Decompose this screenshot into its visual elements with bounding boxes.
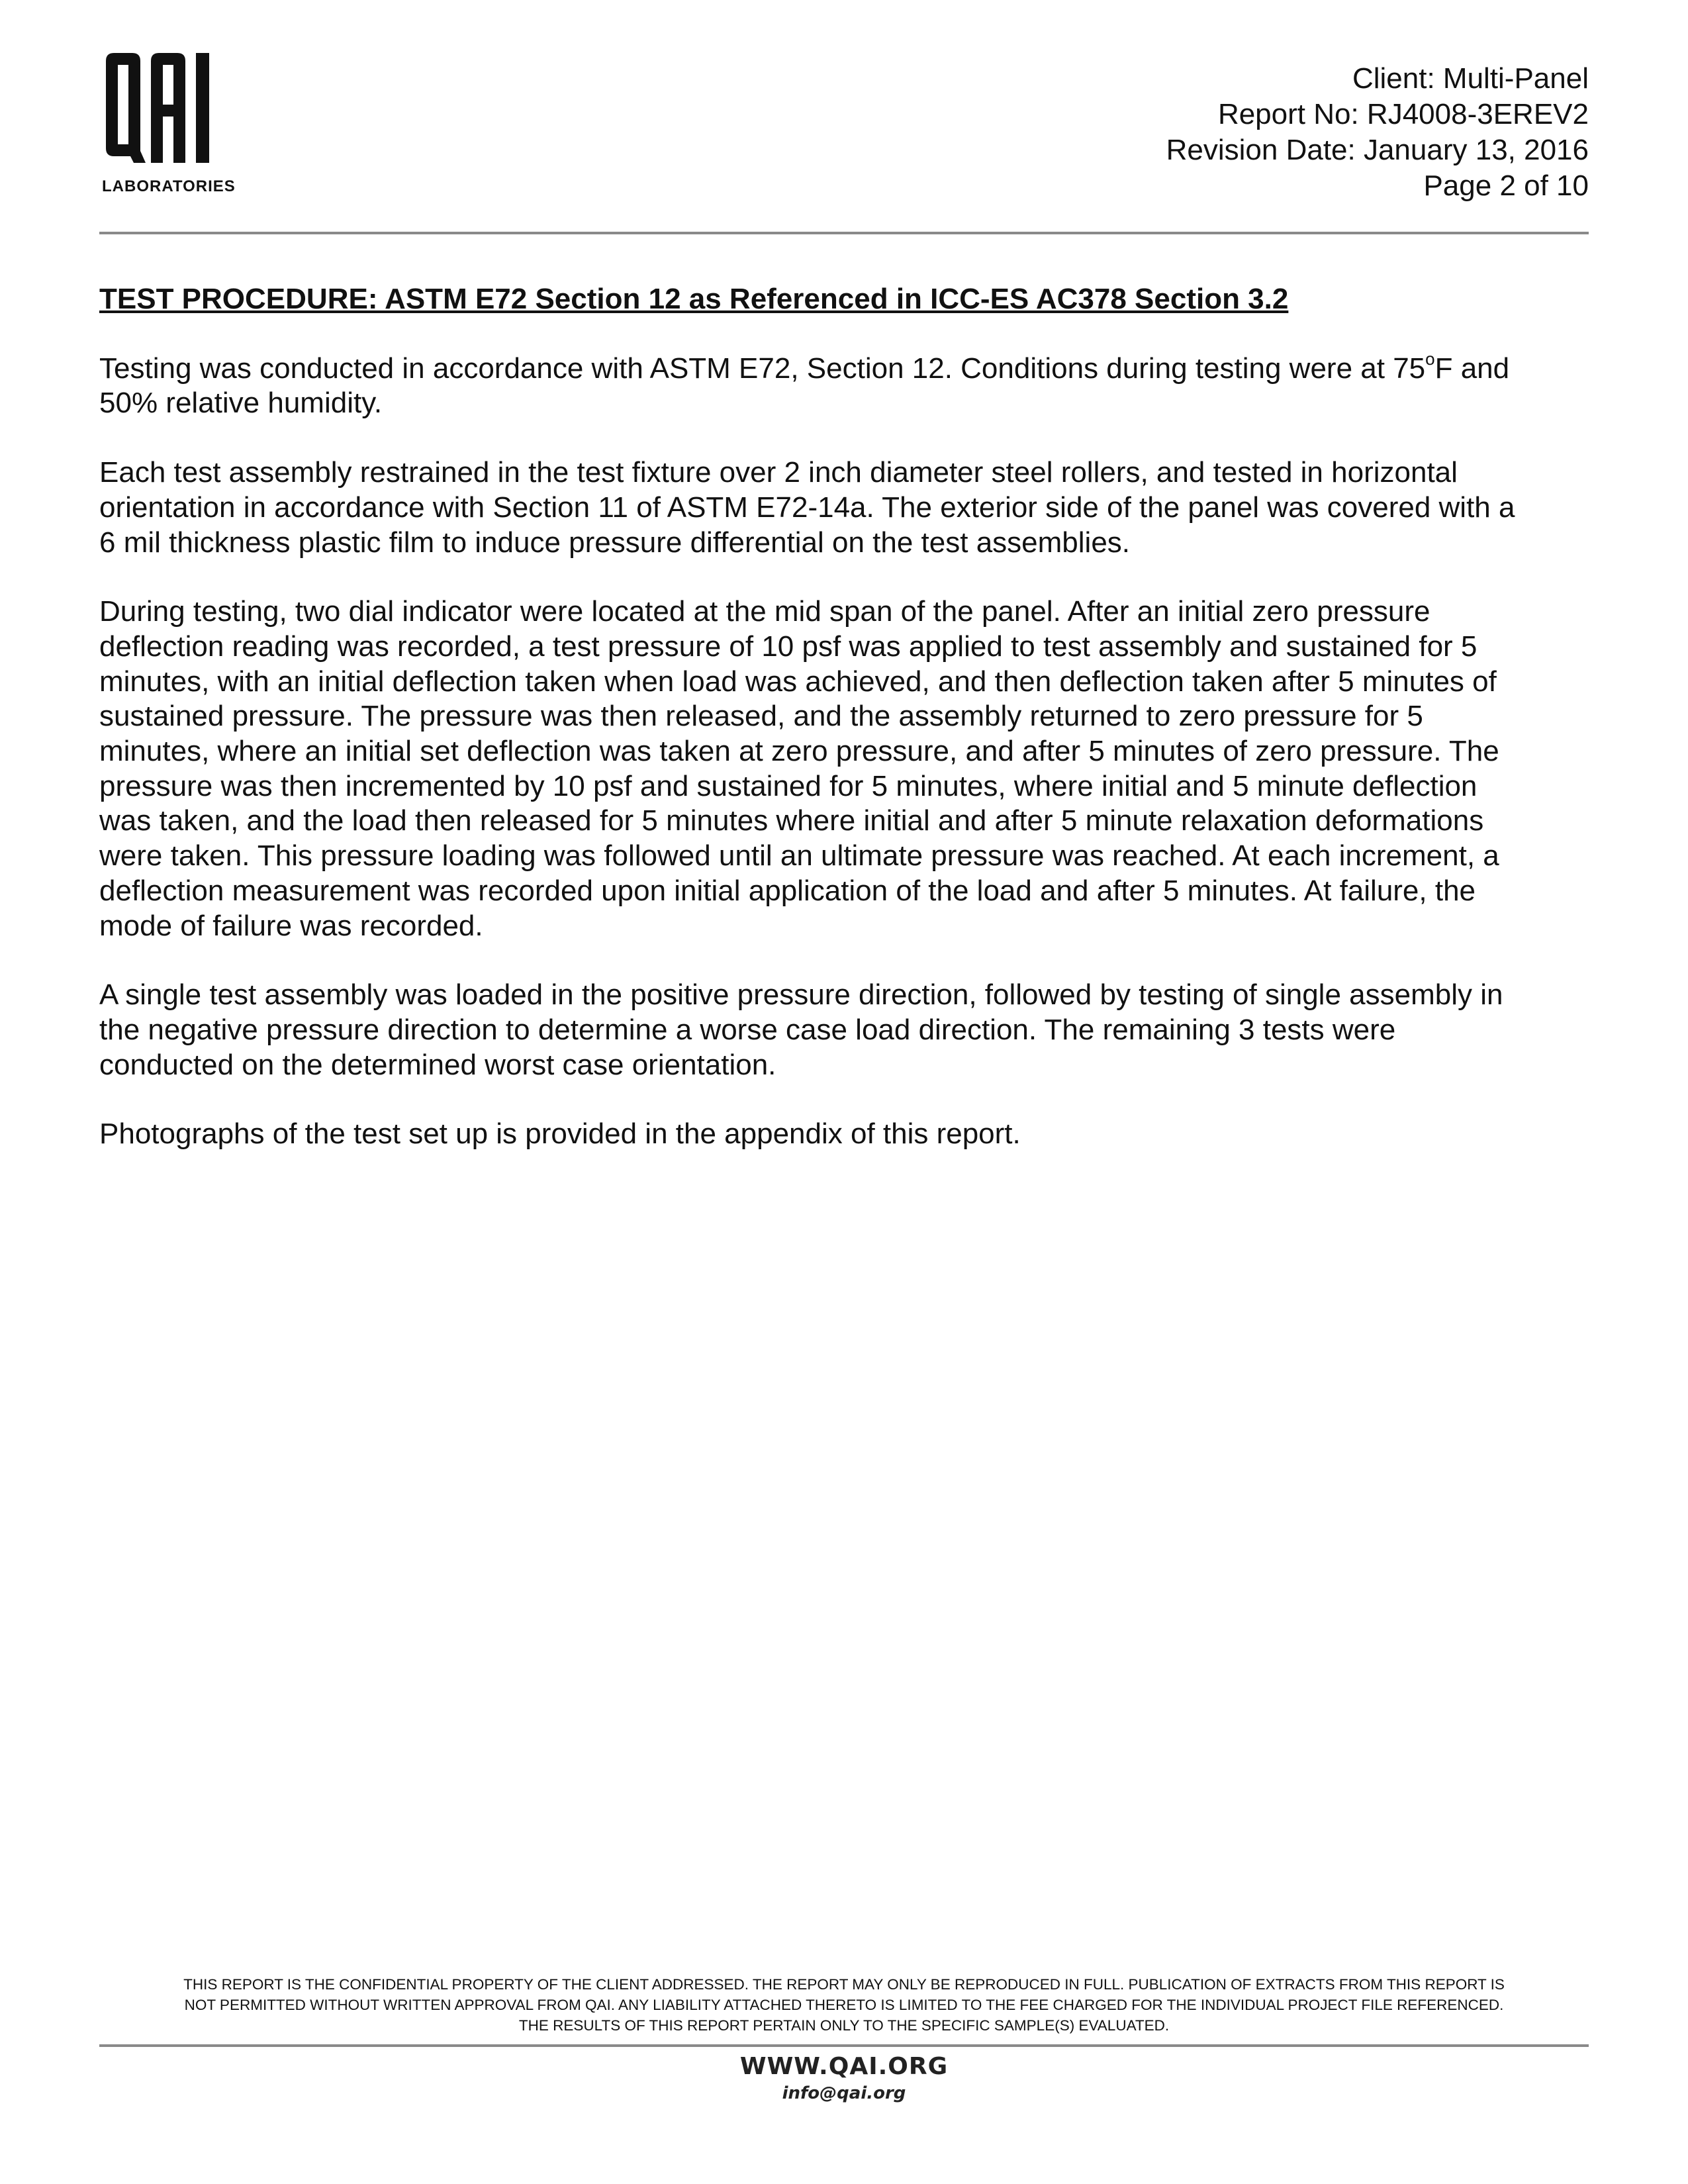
paragraph-line: conducted on the determined worst case orientation. — [99, 1048, 776, 1081]
qai-logo-mark — [99, 52, 232, 164]
client-name: Client: Multi-Panel — [1352, 62, 1589, 95]
paragraph-line: mode of failure was recorded. — [99, 909, 483, 942]
website-link[interactable]: WWW.QAI.ORG — [739, 2053, 949, 2080]
header-divider — [99, 232, 1589, 234]
logo-subtitle: LABORATORIES — [102, 177, 236, 195]
paragraph-line: deflection measurement was recorded upon initial application of the load and after 5 minutes. At failure, the — [99, 874, 1476, 907]
paragraph-line: A single test assembly was loaded in the positive pressure direction, followed by testing of single assembly in — [99, 978, 1503, 1012]
paragraph-line: minutes, with an initial deflection taken when load was achieved, and then deflection taken after 5 minutes of — [99, 665, 1497, 698]
revision-date: Revision Date: January 13, 2016 — [1166, 134, 1589, 166]
section-title: TEST PROCEDURE: ASTM E72 Section 12 as Referenced in ICC-ES AC378 Section 3.2 — [99, 283, 1289, 315]
disclaimer-line: NOT PERMITTED WITHOUT WRITTEN APPROVAL FROM QAI. ANY LIABILITY ATTACHED THERETO IS LIMITED TO THE FEE CHARGED FOR THE INDIVIDUAL PROJECT FILE REFERENCED. — [184, 1997, 1504, 2013]
paragraph-line: minutes, where an initial set deflection was taken at zero pressure, and after 5 minutes of zero pressure. The — [99, 735, 1499, 768]
paragraph-line: 6 mil thickness plastic film to induce pressure differential on the test assemblies. — [99, 526, 1131, 559]
disclaimer-line: THIS REPORT IS THE CONFIDENTIAL PROPERTY OF THE CLIENT ADDRESSED. THE REPORT MAY ONLY BE REPRODUCED IN FULL. PUBLICATION OF EXTRACTS FROM THIS REPORT IS — [183, 1976, 1505, 1993]
footer — [99, 2052, 1589, 2105]
paragraph-load-direction — [99, 978, 1589, 1082]
text-run: F and — [1434, 352, 1510, 385]
paragraph-line: During testing, two dial indicator were located at the mid span of the panel. After an initial zero pressure — [99, 595, 1430, 628]
paragraph-procedure — [99, 594, 1589, 943]
paragraph-line: was taken, and the load then released for 5 minutes where initial and after 5 minute relaxation deformations — [99, 804, 1484, 837]
paragraph-line: pressure was then incremented by 10 psf and sustained for 5 minutes, where initial and 5 minute deflection — [99, 769, 1477, 802]
qai-logo — [99, 52, 236, 197]
paragraph-line: the negative pressure direction to determine a worse case load direction. The remaining 3 tests were — [99, 1013, 1396, 1046]
report-header — [1166, 61, 1589, 204]
paragraph-line: orientation in accordance with Section 11 of ASTM E72-14a. The exterior side of the panel was covered with a — [99, 491, 1515, 524]
paragraph-line: deflection reading was recorded, a test pressure of 10 psf was applied to test assembly and sustained for 5 — [99, 630, 1477, 663]
report-body — [99, 282, 1589, 1186]
paragraph-line — [99, 349, 1589, 387]
footer-divider — [99, 2044, 1589, 2047]
paragraph-setup — [99, 455, 1589, 560]
paragraph-line: sustained pressure. The pressure was then released, and the assembly returned to zero pressure for 5 — [99, 700, 1423, 733]
email-link[interactable]: info@qai.org — [782, 2083, 906, 2103]
paragraph-line: Photographs of the test set up is provided in the appendix of this report. — [99, 1117, 1021, 1151]
paragraph-line: Each test assembly restrained in the test fixture over 2 inch diameter steel rollers, and tested in horizontal — [99, 456, 1458, 489]
report-number: Report No: RJ4008-3EREV2 — [1217, 98, 1589, 130]
paragraph-photographs — [99, 1117, 1589, 1152]
paragraph-conditions — [99, 349, 1589, 421]
paragraph-line: 50% relative humidity. — [99, 387, 383, 420]
paragraph-line: were taken. This pressure loading was followed until an ultimate pressure was reached. At each increment, a — [99, 839, 1499, 873]
degree-superscript: o — [1425, 349, 1435, 369]
page-number: Page 2 of 10 — [1423, 169, 1589, 202]
text-run: Testing was conducted in accordance with ASTM E72, Section 12. Conditions during testing were at 75 — [99, 352, 1426, 385]
confidentiality-disclaimer — [99, 1974, 1589, 2036]
disclaimer-line: THE RESULTS OF THIS REPORT PERTAIN ONLY TO THE SPECIFIC SAMPLE(S) EVALUATED. — [518, 2017, 1170, 2034]
